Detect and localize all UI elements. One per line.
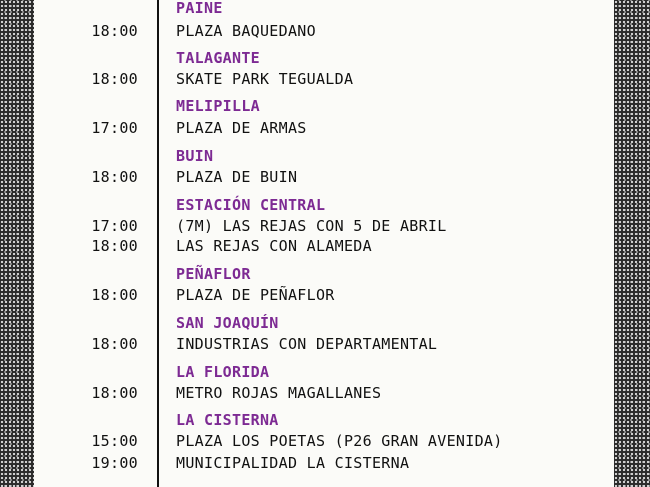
- place-name: LA CISTERNA: [176, 411, 279, 429]
- event-row: [34, 431, 614, 451]
- event-location: PLAZA LOS POETAS (P26 GRAN AVENIDA): [176, 432, 503, 450]
- place-name: SAN JOAQUÍN: [176, 314, 279, 332]
- place-heading: [34, 313, 614, 333]
- place-heading: [34, 48, 614, 68]
- event-time: 17:00: [91, 119, 138, 137]
- event-location: METRO ROJAS MAGALLANES: [176, 384, 382, 402]
- event-location: PLAZA BAQUEDANO: [176, 22, 316, 40]
- event-location: INDUSTRIAS CON DEPARTAMENTAL: [176, 335, 438, 353]
- halftone-photo-right: [614, 0, 650, 487]
- event-time: 18:00: [91, 22, 138, 40]
- place-name: MELIPILLA: [176, 97, 260, 115]
- place-heading: [34, 0, 614, 18]
- event-time: 19:00: [91, 454, 138, 472]
- event-location: SKATE PARK TEGUALDA: [176, 70, 354, 88]
- event-location: PLAZA DE PEÑAFLOR: [176, 286, 335, 304]
- place-name: LA FLORIDA: [176, 363, 270, 381]
- place-name: TALAGANTE: [176, 49, 260, 67]
- place-heading: [34, 96, 614, 116]
- event-time: 18:00: [91, 286, 138, 304]
- halftone-photo-left: [0, 0, 34, 487]
- event-row: [34, 167, 614, 187]
- event-time: 18:00: [91, 168, 138, 186]
- place-name: BUIN: [176, 147, 214, 165]
- event-row: [34, 236, 614, 256]
- event-row: [34, 453, 614, 473]
- place-heading: [34, 195, 614, 215]
- event-time: 18:00: [91, 70, 138, 88]
- event-time: 18:00: [91, 335, 138, 353]
- event-row: [34, 334, 614, 354]
- place-name: PAINE: [176, 0, 223, 17]
- event-location: LAS REJAS CON ALAMEDA: [176, 237, 372, 255]
- schedule-sheet: [34, 0, 614, 487]
- place-heading: [34, 146, 614, 166]
- event-row: [34, 21, 614, 41]
- place-name: PEÑAFLOR: [176, 265, 251, 283]
- event-row: [34, 383, 614, 403]
- event-time: 15:00: [91, 432, 138, 450]
- event-row: [34, 285, 614, 305]
- event-time: 17:00: [91, 217, 138, 235]
- event-time: 18:00: [91, 237, 138, 255]
- event-row: [34, 118, 614, 138]
- event-row: [34, 69, 614, 89]
- event-time: 18:00: [91, 384, 138, 402]
- event-row: [34, 216, 614, 236]
- event-location: MUNICIPALIDAD LA CISTERNA: [176, 454, 410, 472]
- place-heading: [34, 264, 614, 284]
- event-location: (7M) LAS REJAS CON 5 DE ABRIL: [176, 217, 447, 235]
- place-name: ESTACIÓN CENTRAL: [176, 196, 326, 214]
- event-location: PLAZA DE BUIN: [176, 168, 298, 186]
- place-heading: [34, 362, 614, 382]
- event-location: PLAZA DE ARMAS: [176, 119, 307, 137]
- place-heading: [34, 410, 614, 430]
